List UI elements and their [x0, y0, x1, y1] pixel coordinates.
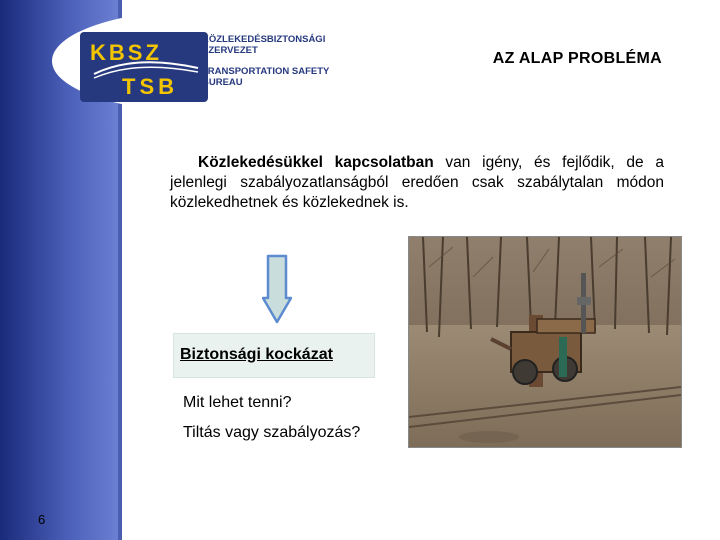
- risk-box: [173, 333, 375, 378]
- slide-title: AZ ALAP PROBLÉMA: [492, 50, 662, 67]
- question-what-to-do: Mit lehet tenni?: [183, 394, 292, 411]
- svg-text:TSB: TSB: [122, 74, 178, 99]
- page-number: 6: [38, 512, 46, 527]
- down-arrow-icon: [262, 254, 292, 324]
- rail-vehicle-photo: [408, 236, 682, 448]
- org-name-hu-line1: KÖZLEKEDÉSBIZTONSÁGI: [202, 34, 326, 45]
- svg-text:KBSZ: KBSZ: [90, 40, 162, 65]
- org-name-en-line2: BUREAU: [202, 77, 243, 88]
- problem-paragraph: [170, 153, 664, 213]
- logo: [52, 10, 352, 112]
- kbsz-tsb-emblem: [80, 32, 208, 102]
- risk-label: Biztonsági kockázat: [180, 346, 333, 363]
- question-ban-or-regulate: Tiltás vagy szabályozás?: [183, 424, 361, 441]
- org-name-en-line1: TRANSPORTATION SAFETY: [202, 66, 330, 77]
- org-name-hu-line2: SZERVEZET: [202, 45, 258, 56]
- organisation-name: [202, 34, 352, 88]
- paragraph-text: van igény, és fejlődik, de a jelenlegi szabályozatlanságból eredően csak szabálytalan módon közlekedhetnek és közlekednek is.: [170, 154, 664, 211]
- paragraph-bold-phrase: Közlekedésükkel kapcsolatban: [198, 154, 434, 171]
